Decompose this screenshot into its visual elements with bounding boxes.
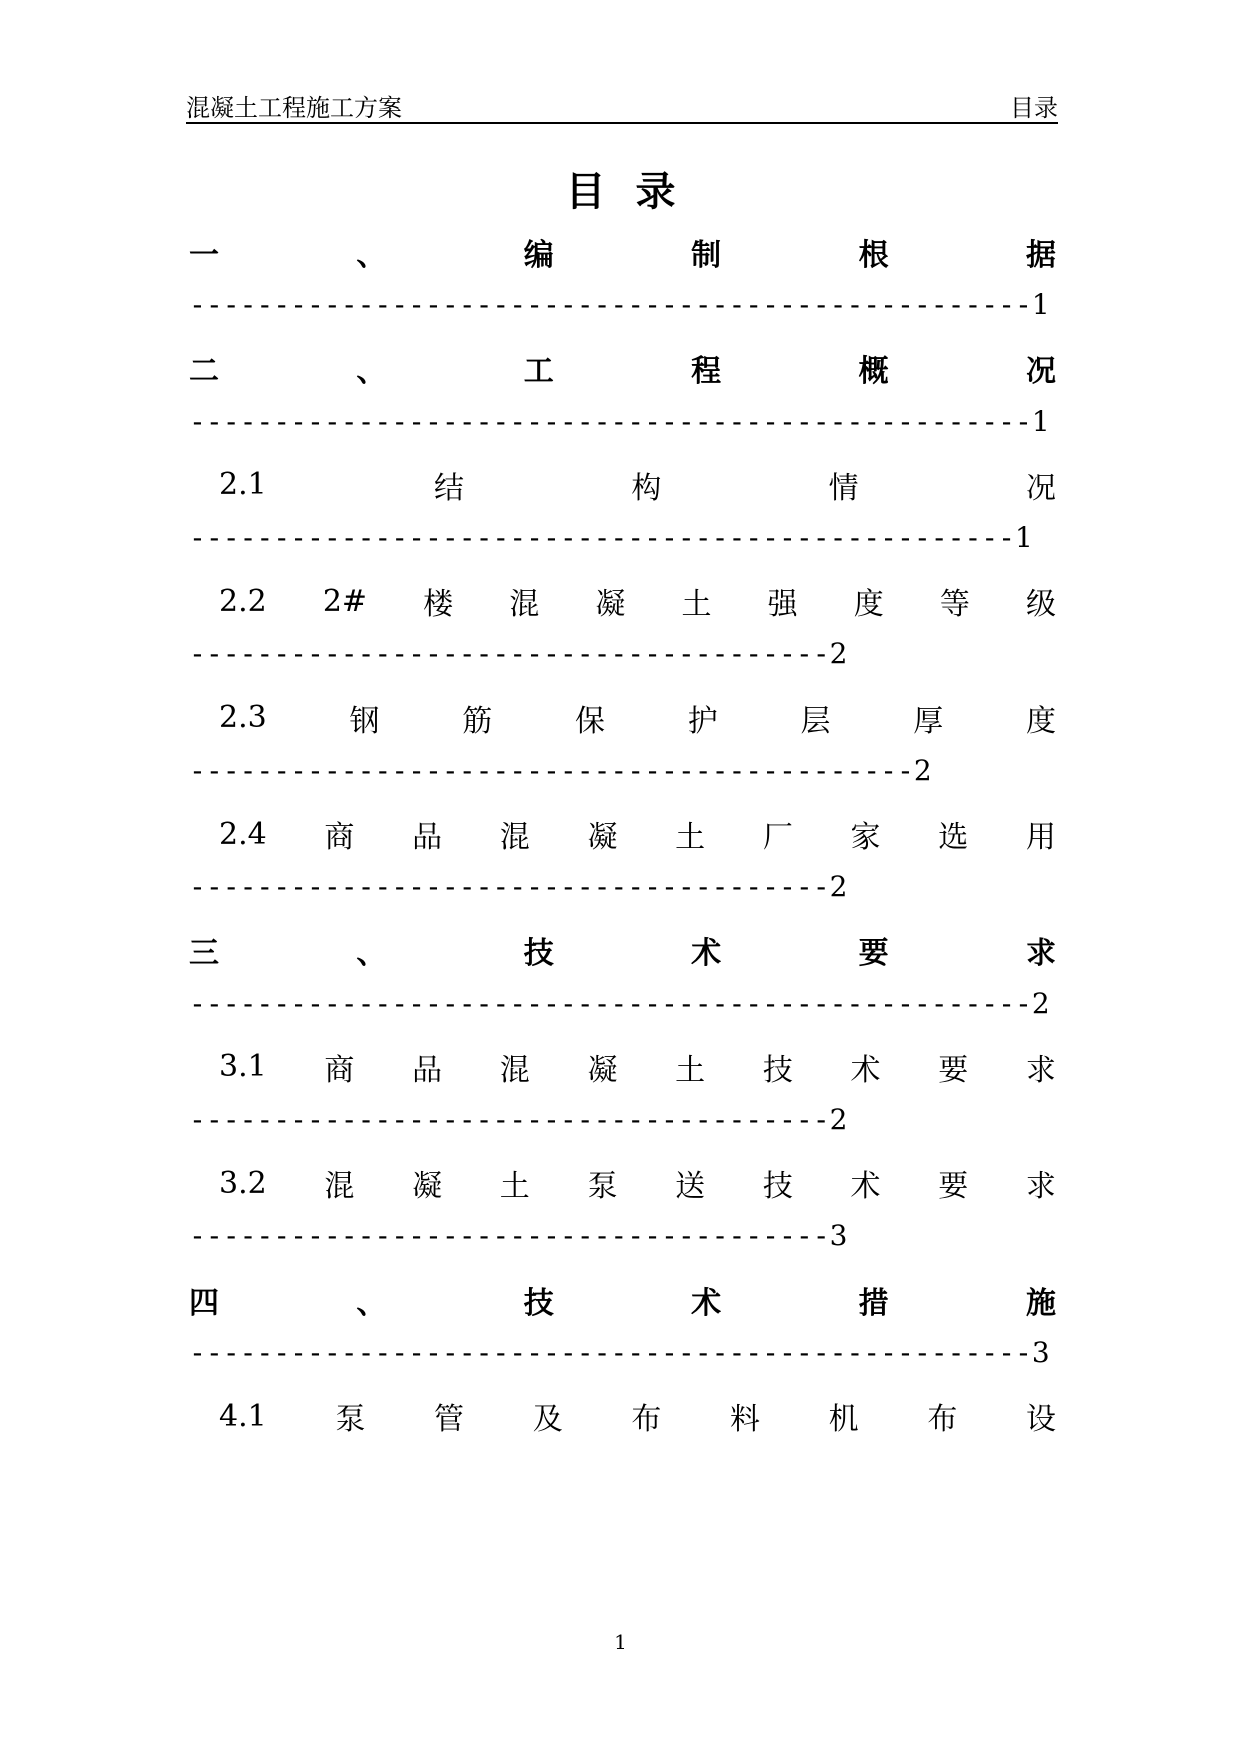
toc-entry-token: 布 bbox=[927, 1402, 958, 1437]
toc-entry-token: 凝 bbox=[587, 820, 618, 855]
toc-entry-token: 、 bbox=[356, 238, 387, 273]
toc-entry-token: 用 bbox=[1025, 820, 1056, 855]
toc-entry-title[interactable] bbox=[219, 696, 1056, 740]
toc-entry-token: 商 bbox=[324, 1052, 355, 1088]
toc-page-number: 2 bbox=[1031, 986, 1050, 1020]
toc-entry-token: 选 bbox=[938, 820, 969, 855]
toc-entry-token: 二 bbox=[189, 354, 219, 390]
toc-entry-token: 级 bbox=[1025, 587, 1056, 623]
page-title: 目录 bbox=[565, 168, 706, 215]
toc-entry-token: 度 bbox=[853, 587, 884, 623]
leader-dashes: -------------------------------------- bbox=[189, 870, 830, 904]
toc-entry-title[interactable] bbox=[219, 463, 1056, 507]
toc-entry-leader bbox=[189, 870, 847, 903]
toc-entry-token: 泵 bbox=[335, 1402, 366, 1437]
toc-page-number: 2 bbox=[829, 637, 848, 671]
toc-entry-token: 工 bbox=[523, 354, 554, 390]
toc-entry-token: 管 bbox=[434, 1402, 465, 1437]
toc-entry-token: 要 bbox=[938, 1169, 969, 1205]
toc-entry-token: 2# bbox=[322, 583, 368, 619]
toc-page-number: 1 bbox=[1015, 521, 1033, 554]
toc-entry-leader bbox=[189, 288, 1050, 321]
toc-entry-token: 凝 bbox=[412, 1169, 443, 1205]
toc-entry-token: 强 bbox=[767, 587, 798, 623]
toc-entry-title[interactable] bbox=[189, 346, 1056, 390]
toc-entry-token: 送 bbox=[675, 1169, 706, 1205]
toc-entry-leader bbox=[189, 1103, 847, 1136]
toc-entry-token: 根 bbox=[858, 238, 889, 273]
toc-entry-token: 术 bbox=[850, 1052, 881, 1088]
toc-entry-token: 凝 bbox=[595, 587, 626, 623]
toc-entry-token: 术 bbox=[691, 1285, 722, 1321]
toc-entry-token: 编 bbox=[523, 238, 554, 273]
toc-entry-token: 等 bbox=[939, 587, 970, 623]
toc-entry-token: 程 bbox=[691, 354, 722, 390]
toc-entry-token: 情 bbox=[828, 470, 859, 506]
toc-entry-token: 、 bbox=[356, 936, 387, 972]
toc-entry-title[interactable] bbox=[219, 1161, 1056, 1205]
toc-entry-title[interactable] bbox=[219, 1045, 1056, 1089]
toc-entry-token: 、 bbox=[356, 1285, 387, 1321]
toc-entry-token: 四 bbox=[189, 1285, 219, 1321]
toc-entry-token: 护 bbox=[687, 703, 718, 739]
toc-entry-token: 3.2 bbox=[219, 1165, 267, 1201]
toc-entry-token: 一 bbox=[189, 238, 219, 273]
toc-entry-title[interactable] bbox=[189, 1278, 1056, 1322]
toc-entry-token: 结 bbox=[434, 470, 465, 506]
toc-page-number: 3 bbox=[829, 1219, 848, 1253]
toc-entry-token: 料 bbox=[730, 1402, 760, 1437]
toc-entry-token: 家 bbox=[850, 820, 881, 855]
toc-entry-leader bbox=[189, 754, 932, 787]
toc-entry-token: 据 bbox=[1025, 238, 1056, 273]
leader-dashes: -------------------------------------------------- bbox=[189, 288, 1032, 322]
leader-dashes: -------------------------------------------------- bbox=[189, 404, 1032, 438]
leader-dashes: -------------------------------------------------- bbox=[189, 1335, 1032, 1369]
leader-dashes: -------------------------------------- bbox=[189, 1103, 830, 1136]
toc-entry-token: 土 bbox=[681, 587, 712, 623]
toc-entry-token: 钢 bbox=[349, 703, 380, 739]
toc-entry-leader bbox=[189, 521, 1033, 554]
toc-entry-token: 土 bbox=[499, 1169, 530, 1205]
toc-entry-token: 保 bbox=[574, 703, 605, 739]
toc-entry-token: 厚 bbox=[913, 703, 944, 739]
leader-dashes: ------------------------------------------- bbox=[189, 753, 914, 787]
toc-entry-token: 技 bbox=[523, 1285, 554, 1321]
toc-entry-token: 层 bbox=[800, 703, 831, 739]
toc-entry-token: 土 bbox=[675, 1052, 706, 1088]
toc-entry-token: 施 bbox=[1025, 1285, 1056, 1321]
leader-dashes: -------------------------------------------------- bbox=[189, 986, 1032, 1020]
toc-entry-title[interactable] bbox=[189, 230, 1056, 274]
toc-entry-token: 求 bbox=[1025, 1169, 1056, 1205]
toc-page-number: 2 bbox=[913, 753, 932, 787]
toc-entry-token: 要 bbox=[858, 936, 889, 972]
toc-entry-token: 及 bbox=[532, 1402, 563, 1437]
toc-entry-token: 况 bbox=[1025, 470, 1056, 506]
toc-entry-token: 2.2 bbox=[219, 583, 267, 619]
toc-entry-token: 品 bbox=[412, 820, 443, 855]
toc-entry-token: 技 bbox=[523, 936, 554, 972]
toc-entry-token: 技 bbox=[762, 1169, 793, 1205]
toc-entry-token: 、 bbox=[356, 354, 387, 390]
toc-entry-token: 混 bbox=[509, 587, 540, 623]
toc-entry-token: 设 bbox=[1025, 1402, 1056, 1437]
toc-entry-token: 土 bbox=[675, 820, 706, 855]
toc-entry-leader bbox=[189, 1336, 1050, 1369]
toc-entry-token: 求 bbox=[1025, 936, 1056, 972]
toc-entry-token: 技 bbox=[762, 1052, 793, 1088]
toc-entry-token: 2.1 bbox=[219, 467, 267, 503]
toc-page-number: 3 bbox=[1031, 1335, 1050, 1369]
toc-entry-token: 商 bbox=[324, 820, 355, 855]
toc-entry-token: 求 bbox=[1025, 1052, 1056, 1088]
toc-entry-token: 混 bbox=[499, 1052, 530, 1088]
toc-entry-token: 混 bbox=[499, 820, 530, 855]
toc-entry-token: 品 bbox=[412, 1052, 443, 1088]
toc-entry-leader bbox=[189, 637, 847, 670]
toc-entry-token: 筋 bbox=[462, 703, 493, 739]
toc-page-number: 2 bbox=[829, 870, 848, 904]
toc-entry-token: 要 bbox=[938, 1052, 969, 1088]
leader-dashes: -------------------------------------- bbox=[189, 637, 830, 671]
toc-page-number: 2 bbox=[829, 1103, 848, 1136]
toc-entry-token: 三 bbox=[189, 936, 219, 972]
toc-entry-token: 制 bbox=[691, 238, 722, 273]
toc-entry-token: 术 bbox=[691, 936, 722, 972]
toc-entry-token: 混 bbox=[324, 1169, 355, 1205]
toc-entry-leader bbox=[189, 1219, 847, 1252]
toc-entry-token: 3.1 bbox=[219, 1049, 267, 1085]
toc-entry-leader bbox=[189, 405, 1050, 438]
toc-entry-token: 况 bbox=[1025, 354, 1056, 390]
toc-entry-token: 2.4 bbox=[219, 816, 267, 852]
toc-entry-token: 措 bbox=[858, 1285, 889, 1321]
leader-dashes: ------------------------------------------------- bbox=[189, 521, 1016, 554]
toc-entry-token: 度 bbox=[1025, 703, 1056, 739]
toc-entry-title[interactable] bbox=[219, 579, 1056, 623]
toc-entry-token: 2.3 bbox=[219, 700, 267, 736]
toc-entry-token: 构 bbox=[631, 470, 662, 506]
toc-entry-token: 机 bbox=[828, 1402, 859, 1437]
page-header bbox=[186, 88, 1058, 124]
toc-entry-token: 泵 bbox=[587, 1169, 618, 1205]
toc-entry-token: 术 bbox=[850, 1169, 881, 1205]
page-number: 1 bbox=[614, 1630, 627, 1654]
toc-entry-token: 布 bbox=[631, 1402, 662, 1437]
leader-dashes: -------------------------------------- bbox=[189, 1219, 830, 1253]
toc-entry-leader bbox=[189, 987, 1050, 1020]
toc-page-number: 1 bbox=[1031, 288, 1050, 322]
toc-page-number: 1 bbox=[1031, 404, 1050, 438]
toc-entry-title[interactable] bbox=[189, 928, 1056, 972]
toc-entry-token: 4.1 bbox=[219, 1398, 267, 1434]
header-doc-title: 混凝土工程施工方案 bbox=[186, 94, 402, 122]
toc-entry-title[interactable] bbox=[219, 812, 1056, 856]
toc-entry-token: 概 bbox=[858, 354, 889, 390]
toc-entry-token: 楼 bbox=[423, 587, 454, 623]
toc-entry-title[interactable] bbox=[219, 1394, 1056, 1438]
toc-entry-token: 厂 bbox=[762, 820, 793, 855]
header-section-label: 目录 bbox=[1010, 94, 1058, 122]
toc-entry-token: 凝 bbox=[587, 1052, 618, 1088]
